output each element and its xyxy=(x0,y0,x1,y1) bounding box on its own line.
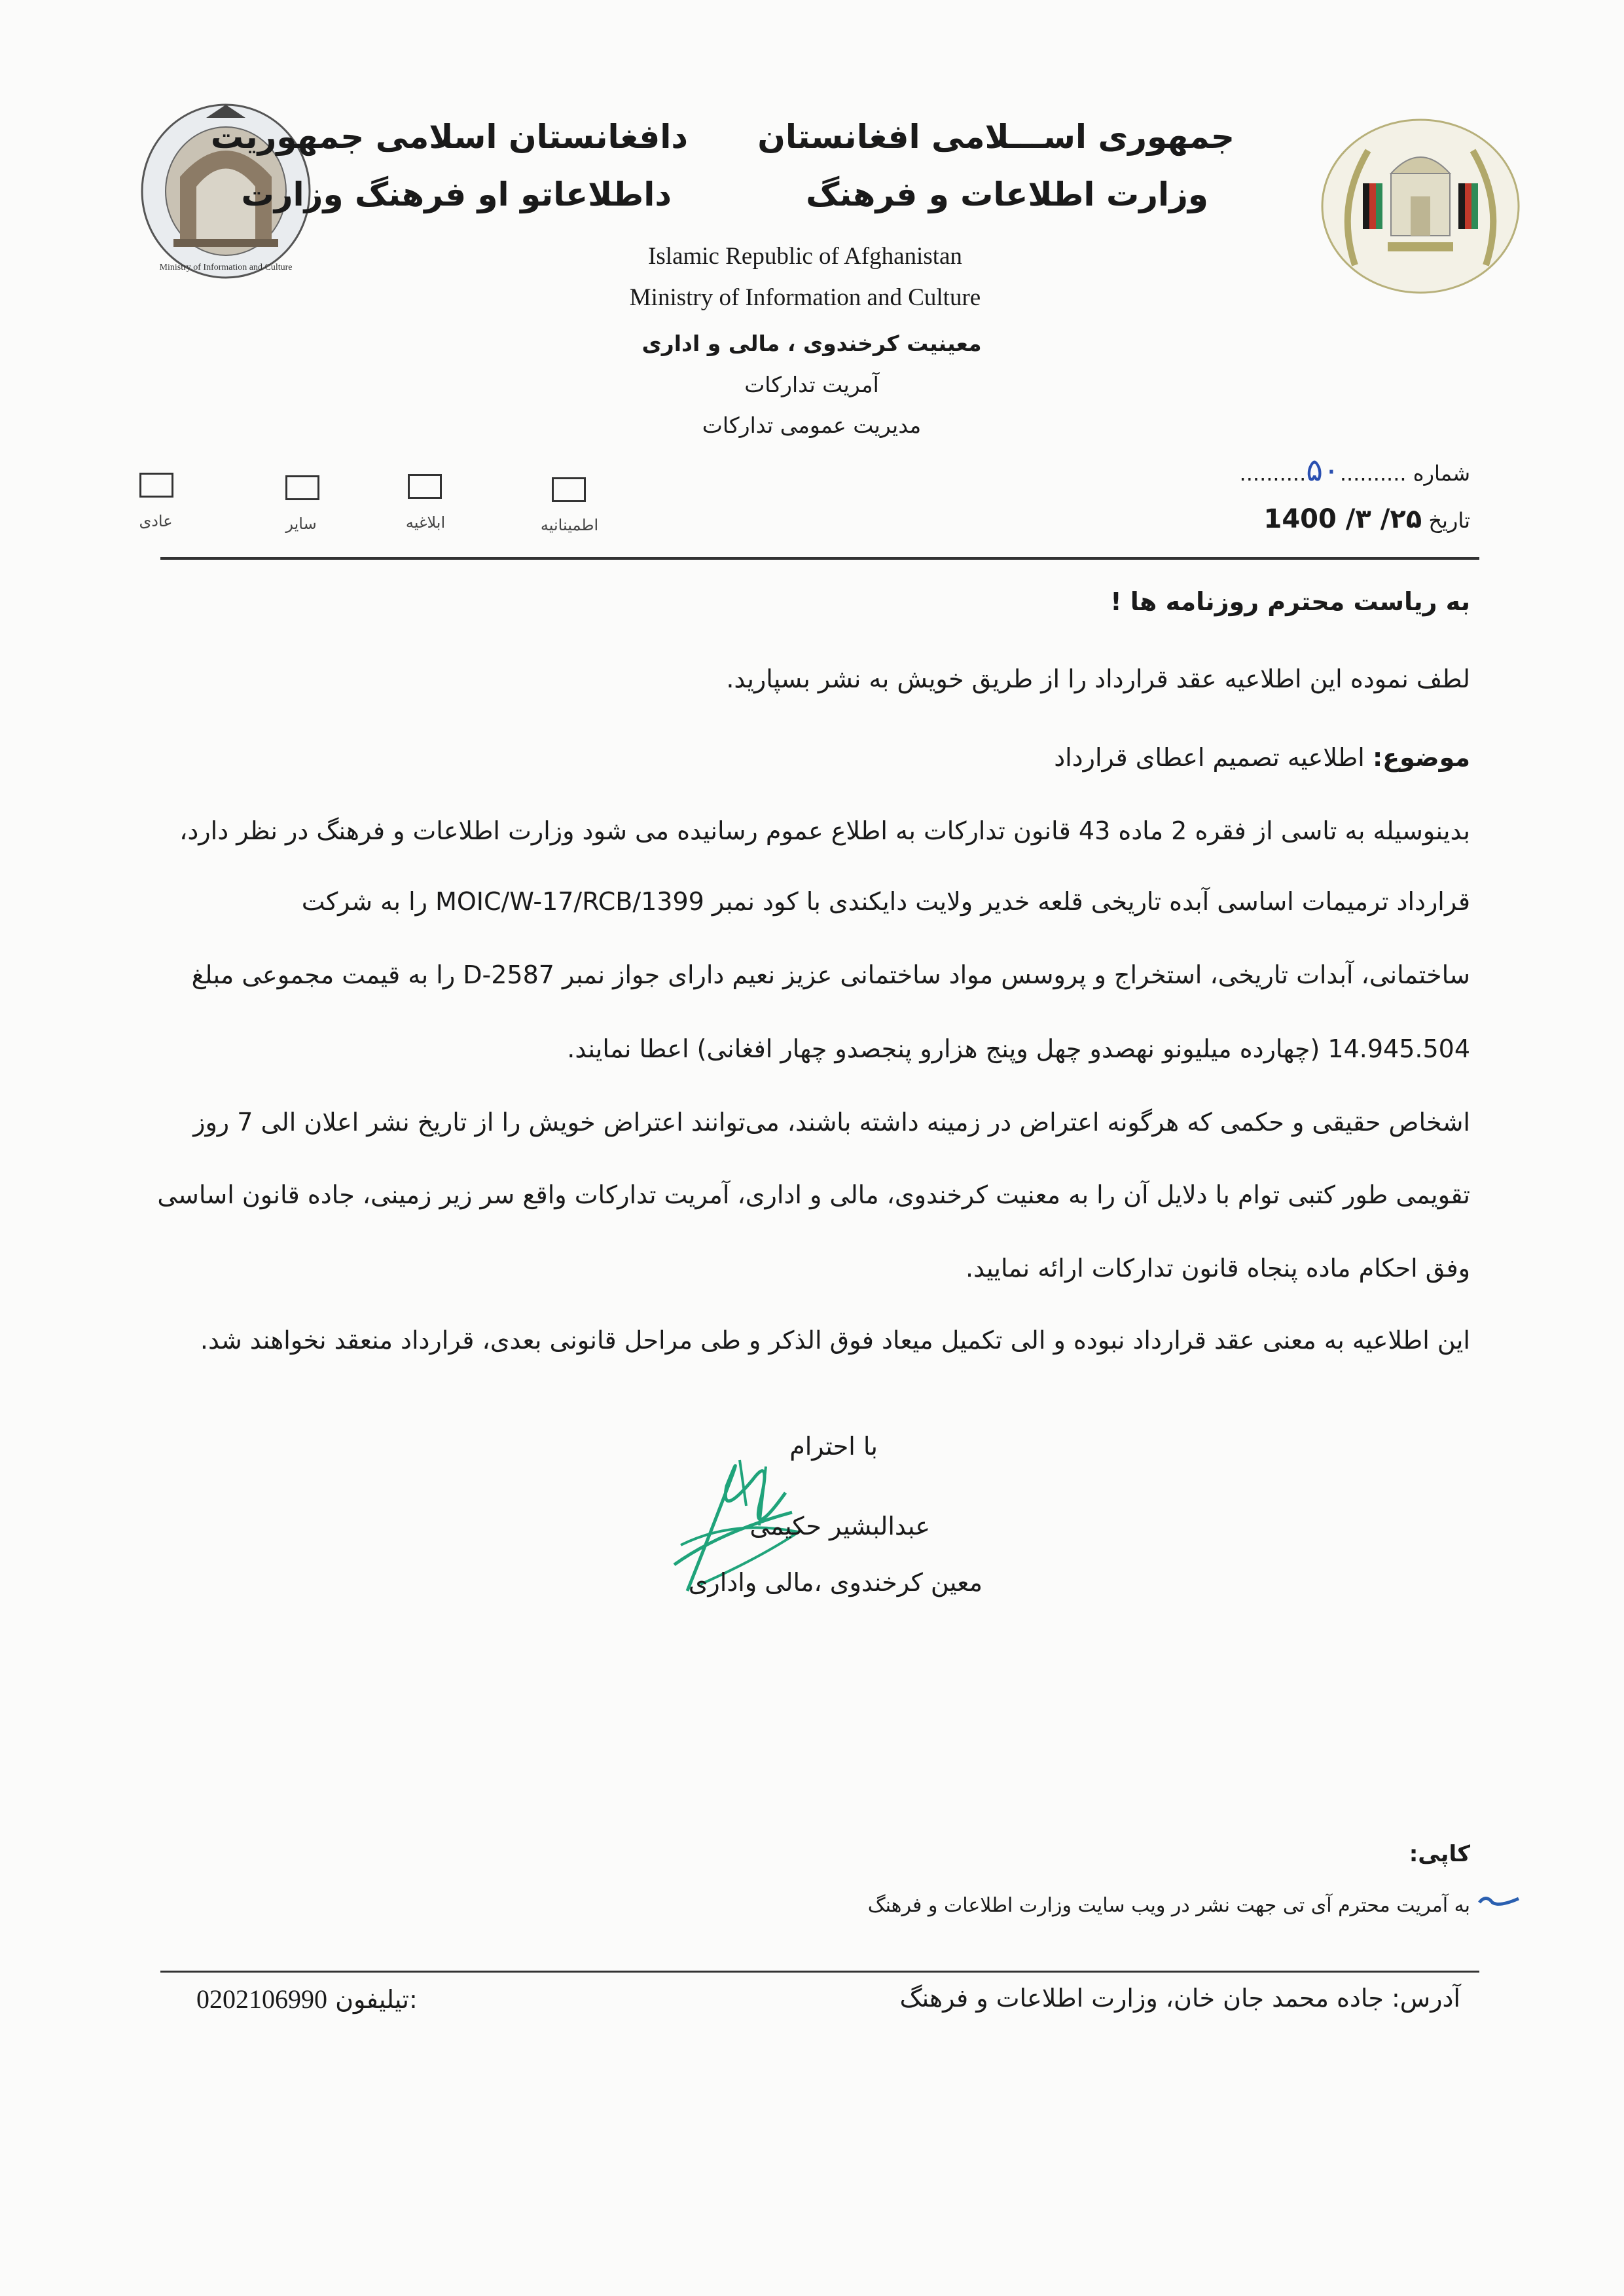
para1-line1: بدینوسیله به تاسی از فقره 2 ماده 43 قانون تدارکات به اطلاع عموم رسانیده می شود وزارت اطلاعات و فرهنگ در نظر دارد، xyxy=(179,816,1470,845)
copy-mark-icon xyxy=(1476,1891,1522,1910)
header-dept-line1: معینیت کرخندوی ، مالی و اداری xyxy=(641,331,982,356)
header-dari-line1: جمهوری اســـلامی افغانستان xyxy=(757,118,1235,156)
subject-label: موضوع: xyxy=(1372,743,1470,772)
header-pashto-line1: دافغانستان اسلامی جمهوریت xyxy=(210,118,688,156)
copy-label: کاپی: xyxy=(1409,1841,1470,1867)
checkbox-sayer[interactable] xyxy=(285,475,319,500)
para3: این اطلاعیه به معنی عقد قرارداد نبوده و الی تکمیل میعاد فوق الذکر و طی مراحل قانونی بعدی، قرارداد منعقد نخواهند شد. xyxy=(200,1326,1470,1355)
checkbox-iblaghiya-label: ابلاغیه xyxy=(405,513,446,532)
request-line: لطف نموده این اطلاعیه عقد قرارداد را از طریق خویش به نشر بسپارید. xyxy=(726,665,1470,693)
checkbox-itminaniya-label: اطمینانیه xyxy=(540,516,599,534)
copy-item-1: به آمریت محترم آی تی جهت نشر در ویب سایت وزارت اطلاعات و فرهنگ xyxy=(867,1894,1470,1917)
salutation: به ریاست محترم روزنامه ها ! xyxy=(1110,587,1470,616)
date-value: ۲۵/ ۳/ 1400 xyxy=(1263,504,1422,534)
checkbox-adi[interactable] xyxy=(139,473,173,498)
date-field xyxy=(1263,504,1470,534)
header-pashto-line2: داطلاعاتو او فرهنگ وزارت xyxy=(241,175,672,213)
number-field: شماره ..........۵۰.......... xyxy=(1239,452,1470,488)
closing: با احترام xyxy=(789,1432,878,1461)
header-english-line2: Ministry of Information and Culture xyxy=(629,284,981,311)
para1-line2: قرارداد ترمیمات اساسی آبده تاریخی قلعه خدیر ولایت دایکندی با کود نمبر MOIC/W-17/RCB/1399 را به شرکت xyxy=(301,887,1470,916)
national-emblem xyxy=(1316,111,1525,301)
number-value: ۵۰ xyxy=(1306,452,1340,488)
svg-text:Ministry of Information and Cu: Ministry of Information and Culture xyxy=(159,263,293,272)
checkbox-iblaghiya[interactable] xyxy=(408,474,442,499)
footer-divider xyxy=(160,1971,1479,1973)
number-label: شماره xyxy=(1413,461,1470,486)
subject-line xyxy=(1054,745,1470,770)
signatory-title: معین کرخندوی ،مالی واداری xyxy=(688,1568,983,1597)
footer-phone xyxy=(196,1984,418,2014)
checkbox-sayer-label: سایر xyxy=(285,515,317,533)
header-dari-line2: وزارت اطلاعات و فرهنگ xyxy=(806,175,1208,213)
header-divider xyxy=(160,557,1479,560)
date-label: تاریخ xyxy=(1428,508,1470,533)
checkbox-itminaniya[interactable] xyxy=(552,477,586,502)
para1-line4: 14.945.504 (چهارده میلیونو نهصدو چهل وپنج هزارو پنجصدو چهار افغانی) اعطا نمایند. xyxy=(567,1034,1470,1063)
footer-phone-label: تیلیفون: xyxy=(335,1985,418,2014)
para2-line2: تقویمی طور کتبی توام با دلایل آن را به معنیت کرخندوی، مالی و اداری، آمریت تدارکات واقع سر زیر زمینی، جاده قانون اساسی xyxy=(157,1180,1470,1209)
para2-line1: اشخاص حقیقی و حکمی که هرگونه اعتراض در زمینه داشته باشند، می‌توانند اعتراض خویش را از تاریخ نشر اعلان الی 7 روز xyxy=(193,1108,1470,1137)
signatory-name: عبدالبشیر حکیمی xyxy=(749,1512,930,1540)
footer-address: آدرس: جاده محمد جان خان، وزارت اطلاعات و فرهنگ xyxy=(899,1984,1460,2013)
para2-line3: وفق احکام ماده پنجاه قانون تدارکات ارائه نمایید. xyxy=(965,1254,1470,1283)
subject-text: اطلاعیه تصمیم اعطای قرارداد xyxy=(1054,743,1365,772)
header-english-line1: Islamic Republic of Afghanistan xyxy=(648,243,962,270)
checkbox-adi-label: عادی xyxy=(139,512,173,530)
header-dept-line2: آمریت تدارکات xyxy=(744,372,879,397)
header-dept-line3: مدیریت عمومی تدارکات xyxy=(702,412,922,438)
footer-phone-value: 0202106990 xyxy=(196,1984,327,2014)
para1-line3: ساختمانی، آبدات تاریخی، استخراج و پروسس مواد ساختمانی عزیز نعیم دارای جواز نمبر D-2587 را به قیمت مجموعی مبلغ xyxy=(191,960,1470,989)
